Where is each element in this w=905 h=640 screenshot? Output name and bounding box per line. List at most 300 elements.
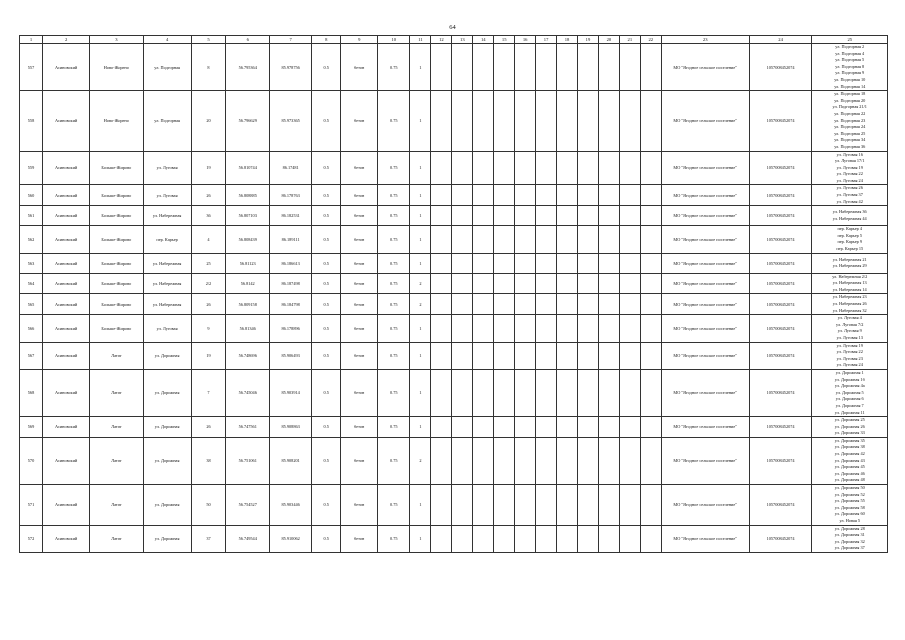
empty-cell [577, 485, 598, 526]
surface-cell: бетон [341, 185, 378, 206]
served-address: пер. Карьер 4 [837, 226, 863, 232]
longitude-cell: 86.187498 [270, 273, 312, 294]
owner-cell: МО "Ягодное сельское поселение" [661, 525, 749, 552]
surface-cell: бетон [341, 273, 378, 294]
served-address: ул. Подгорная 20 [834, 97, 866, 103]
column-number-cell: 1 [20, 36, 43, 44]
district-cell: Асиновский [43, 151, 90, 185]
empty-cell [577, 273, 598, 294]
column-number-cell: 18 [557, 36, 578, 44]
empty-cell [557, 417, 578, 438]
volume-cell: 0.75 [378, 342, 410, 369]
empty-cell [536, 485, 557, 526]
empty-cell [598, 417, 619, 438]
surface-cell: бетон [341, 437, 378, 484]
longitude-cell: 86.178763 [270, 185, 312, 206]
empty-cell [473, 525, 494, 552]
latitude-cell: 56.808885 [226, 185, 270, 206]
empty-cell [577, 342, 598, 369]
empty-cell [494, 91, 515, 151]
column-number-cell: 11 [410, 36, 431, 44]
empty-cell [598, 253, 619, 273]
longitude-cell: 85.903446 [270, 485, 312, 526]
owner-cell: МО "Ягодное сельское поселение" [661, 253, 749, 273]
empty-cell [577, 206, 598, 226]
empty-cell [431, 44, 452, 91]
table-row [20, 151, 888, 185]
empty-cell [598, 437, 619, 484]
empty-cell [619, 151, 640, 185]
owner-cell: МО "Ягодное сельское поселение" [661, 226, 749, 253]
column-number-cell: 14 [473, 36, 494, 44]
empty-cell [577, 525, 598, 552]
owner-cell: МО "Ягодное сельское поселение" [661, 294, 749, 315]
served-addresses-cell [812, 273, 888, 294]
empty-cell [431, 315, 452, 342]
house-cell: 26 [191, 294, 226, 315]
empty-cell [619, 253, 640, 273]
empty-cell [473, 315, 494, 342]
longitude-cell: 85.908863 [270, 417, 312, 438]
house-cell: 19 [191, 342, 226, 369]
count-cell: 1 [410, 253, 431, 273]
served-address: ул. Луговая 17/1 [834, 158, 865, 164]
column-number-cell: 16 [515, 36, 536, 44]
served-address: ул. Дорожная 26 [834, 423, 865, 429]
column-number-row [20, 36, 888, 44]
district-cell: Асиновский [43, 369, 90, 416]
settlement-cell: Латат [90, 525, 143, 552]
table-row [20, 91, 888, 151]
longitude-cell: 86.186613 [270, 253, 312, 273]
column-number-cell: 19 [577, 36, 598, 44]
surface-cell: бетон [341, 91, 378, 151]
latitude-cell: 56.748696 [226, 342, 270, 369]
empty-cell [640, 525, 661, 552]
settlement-cell: Латат [90, 437, 143, 484]
served-address: ул. Подгорная 36 [834, 143, 866, 149]
served-address: ул. Дорожная 1 [835, 369, 864, 375]
empty-cell [557, 342, 578, 369]
empty-cell [640, 294, 661, 315]
area-cell: 0.5 [312, 206, 341, 226]
served-address: ул. Дорожная 5 [835, 389, 864, 395]
volume-cell: 0.75 [378, 273, 410, 294]
volume-cell: 0.75 [378, 525, 410, 552]
house-cell: 2/2 [191, 273, 226, 294]
empty-cell [557, 185, 578, 206]
latitude-cell: 56.81123 [226, 253, 270, 273]
empty-cell [577, 91, 598, 151]
street-cell: ул. Подгорная [143, 91, 191, 151]
district-cell: Асиновский [43, 185, 90, 206]
ogrn-cell: 1057008452074 [749, 525, 812, 552]
served-address: ул. Подгорная 5 [835, 57, 865, 63]
surface-cell: бетон [341, 206, 378, 226]
table-row [20, 437, 888, 484]
count-cell: 1 [410, 485, 431, 526]
ogrn-cell: 1057008452074 [749, 315, 812, 342]
volume-cell: 0.75 [378, 44, 410, 91]
empty-cell [494, 525, 515, 552]
served-address: ул. Новая 5 [839, 518, 861, 523]
ogrn-cell: 1057008452074 [749, 44, 812, 91]
empty-cell [515, 206, 536, 226]
row-number-cell: 561 [20, 206, 43, 226]
column-number-cell: 23 [661, 36, 749, 44]
served-address: ул. Подгорная 21/1 [832, 104, 867, 110]
empty-cell [557, 485, 578, 526]
empty-cell [473, 437, 494, 484]
empty-cell [536, 294, 557, 315]
served-address: ул. Дорожная 52 [834, 491, 865, 497]
column-number-cell: 25 [812, 36, 888, 44]
empty-cell [619, 525, 640, 552]
row-number-cell: 563 [20, 253, 43, 273]
table-row [20, 185, 888, 206]
empty-cell [452, 294, 473, 315]
empty-cell [536, 525, 557, 552]
row-number-cell: 565 [20, 294, 43, 315]
registry-table [19, 35, 888, 553]
owner-cell: МО "Ягодное сельское поселение" [661, 273, 749, 294]
surface-cell: бетон [341, 417, 378, 438]
table-row [20, 206, 888, 226]
column-number-cell: 13 [452, 36, 473, 44]
empty-cell [557, 253, 578, 273]
empty-cell [515, 273, 536, 294]
empty-cell [536, 315, 557, 342]
empty-cell [640, 437, 661, 484]
count-cell: 1 [410, 185, 431, 206]
count-cell: 1 [410, 151, 431, 185]
ogrn-cell: 1057008452074 [749, 342, 812, 369]
served-address: ул. Подгорная 14 [834, 83, 866, 89]
empty-cell [473, 226, 494, 253]
empty-cell [619, 437, 640, 484]
area-cell: 0.5 [312, 342, 341, 369]
street-cell: ул. Дорожная [143, 525, 191, 552]
row-number-cell: 564 [20, 273, 43, 294]
table-row [20, 273, 888, 294]
served-address: ул. Подгорная 24 [834, 124, 866, 130]
served-address: пер. Карьер 9 [837, 239, 863, 245]
longitude-cell: 86.17481 [270, 151, 312, 185]
empty-cell [577, 315, 598, 342]
district-cell: Асиновский [43, 226, 90, 253]
longitude-cell: 86.182531 [270, 206, 312, 226]
count-cell: 1 [410, 417, 431, 438]
served-addresses-cell [812, 91, 888, 151]
served-address: ул. Дорожная 38 [834, 444, 865, 450]
owner-cell: МО "Ягодное сельское поселение" [661, 206, 749, 226]
volume-cell: 0.75 [378, 485, 410, 526]
empty-cell [431, 342, 452, 369]
empty-cell [598, 525, 619, 552]
empty-cell [494, 206, 515, 226]
longitude-cell: 85.978756 [270, 44, 312, 91]
surface-cell: бетон [341, 369, 378, 416]
empty-cell [619, 206, 640, 226]
served-address: ул. Набережная 14 [832, 286, 867, 292]
empty-cell [473, 91, 494, 151]
house-cell: 26 [191, 417, 226, 438]
ogrn-cell: 1057008452074 [749, 369, 812, 416]
served-address: ул. Луговая 13 [836, 334, 863, 340]
house-cell: 8 [191, 44, 226, 91]
row-number-cell: 567 [20, 342, 43, 369]
district-cell: Асиновский [43, 417, 90, 438]
empty-cell [494, 294, 515, 315]
owner-cell: МО "Ягодное сельское поселение" [661, 185, 749, 206]
house-cell: 7 [191, 369, 226, 416]
column-number-cell: 17 [536, 36, 557, 44]
empty-cell [619, 417, 640, 438]
ogrn-cell: 1057008452074 [749, 485, 812, 526]
district-cell: Асиновский [43, 44, 90, 91]
ogrn-cell: 1057008452074 [749, 206, 812, 226]
table-row [20, 342, 888, 369]
served-address: ул. Дорожная 11 [834, 409, 865, 415]
empty-cell [577, 151, 598, 185]
longitude-cell: 86.178896 [270, 315, 312, 342]
count-cell: 1 [410, 206, 431, 226]
street-cell: ул. Луговая [143, 151, 191, 185]
served-address: ул. Луговая 23 [836, 355, 863, 361]
house-cell: 25 [191, 253, 226, 273]
empty-cell [515, 226, 536, 253]
area-cell: 0.5 [312, 437, 341, 484]
empty-cell [577, 185, 598, 206]
empty-cell [473, 294, 494, 315]
empty-cell [515, 369, 536, 416]
count-cell: 1 [410, 226, 431, 253]
served-address: ул. Набережная 21 [832, 256, 867, 262]
served-address: ул. Дорожная 58 [834, 504, 865, 510]
empty-cell [536, 185, 557, 206]
volume-cell: 0.75 [378, 206, 410, 226]
empty-cell [431, 253, 452, 273]
served-address: ул. Набережная 26 [832, 301, 867, 306]
empty-cell [473, 253, 494, 273]
row-number-cell: 571 [20, 485, 43, 526]
empty-cell [494, 185, 515, 206]
served-address: ул. Луговая 42 [836, 198, 863, 204]
empty-cell [536, 273, 557, 294]
empty-cell [577, 253, 598, 273]
empty-cell [557, 525, 578, 552]
latitude-cell: 56.796629 [226, 91, 270, 151]
table-row [20, 44, 888, 91]
row-number-cell: 569 [20, 417, 43, 438]
empty-cell [619, 91, 640, 151]
volume-cell: 0.75 [378, 151, 410, 185]
district-cell: Асиновский [43, 342, 90, 369]
served-address: ул. Набережная 36 [832, 209, 867, 215]
empty-cell [515, 253, 536, 273]
count-cell: 1 [410, 342, 431, 369]
served-address: ул. Подгорная 34 [834, 137, 866, 143]
empty-cell [640, 151, 661, 185]
served-address: ул. Набережная 32 [832, 307, 867, 313]
area-cell: 0.5 [312, 294, 341, 315]
empty-cell [431, 185, 452, 206]
street-cell: ул. Набережная [143, 206, 191, 226]
empty-cell [577, 369, 598, 416]
empty-cell [640, 369, 661, 416]
served-address: ул. Дорожная 33 [834, 430, 865, 436]
table-row [20, 315, 888, 342]
latitude-cell: 56.810744 [226, 151, 270, 185]
ogrn-cell: 1057008452074 [749, 253, 812, 273]
empty-cell [598, 294, 619, 315]
row-number-cell: 558 [20, 91, 43, 151]
area-cell: 0.5 [312, 417, 341, 438]
column-number-cell: 10 [378, 36, 410, 44]
district-cell: Асиновский [43, 485, 90, 526]
count-cell: 2 [410, 273, 431, 294]
empty-cell [536, 206, 557, 226]
surface-cell: бетон [341, 253, 378, 273]
column-number-cell: 15 [494, 36, 515, 44]
empty-cell [536, 151, 557, 185]
latitude-cell: 56.8142 [226, 273, 270, 294]
empty-cell [515, 437, 536, 484]
empty-cell [640, 273, 661, 294]
district-cell: Асиновский [43, 253, 90, 273]
empty-cell [598, 185, 619, 206]
settlement-cell: Больше-Жирово [90, 253, 143, 273]
served-address: ул. Дорожная 60 [834, 511, 865, 517]
settlement-cell: Больше-Жирово [90, 185, 143, 206]
empty-cell [473, 185, 494, 206]
column-number-cell: 22 [640, 36, 661, 44]
empty-cell [577, 226, 598, 253]
served-address: ул. Луговая 19 [836, 342, 863, 348]
table-row [20, 485, 888, 526]
settlement-cell: Ново-Жорено [90, 91, 143, 151]
empty-cell [515, 342, 536, 369]
surface-cell: бетон [341, 342, 378, 369]
served-address: ул. Луговая 16 [836, 151, 863, 157]
owner-cell: МО "Ягодное сельское поселение" [661, 315, 749, 342]
area-cell: 0.5 [312, 525, 341, 552]
street-cell: ул. Дорожная [143, 369, 191, 416]
served-address: ул. Луговая 22 [836, 349, 863, 355]
served-address: ул. Луговая 24 [836, 362, 863, 368]
volume-cell: 0.75 [378, 417, 410, 438]
volume-cell: 0.75 [378, 315, 410, 342]
empty-cell [452, 437, 473, 484]
street-cell: ул. Набережная [143, 273, 191, 294]
empty-cell [557, 294, 578, 315]
served-address: ул. Набережная 44 [832, 215, 867, 221]
empty-cell [452, 525, 473, 552]
served-address: ул. Дорожная 48 [834, 477, 865, 483]
count-cell: 1 [410, 315, 431, 342]
empty-cell [515, 485, 536, 526]
longitude-cell: 85.910062 [270, 525, 312, 552]
ogrn-cell: 1057008452074 [749, 91, 812, 151]
owner-cell: МО "Ягодное сельское поселение" [661, 485, 749, 526]
served-address: ул. Дорожная 43 [834, 457, 865, 463]
served-address: ул. Дорожная 6 [835, 396, 864, 402]
empty-cell [452, 253, 473, 273]
empty-cell [494, 44, 515, 91]
served-addresses-cell [812, 315, 888, 342]
empty-cell [452, 369, 473, 416]
empty-cell [431, 91, 452, 151]
empty-cell [431, 206, 452, 226]
served-address: пер. Карьер 5 [837, 232, 863, 238]
ogrn-cell: 1057008452074 [749, 437, 812, 484]
served-address: ул. Подгорная 9 [835, 70, 865, 76]
served-addresses-cell [812, 294, 888, 315]
empty-cell [619, 44, 640, 91]
empty-cell [473, 417, 494, 438]
column-number-cell: 3 [90, 36, 143, 44]
house-cell: 9 [191, 315, 226, 342]
served-address: ул. Подгорная 8 [835, 63, 865, 69]
longitude-cell: 86.184798 [270, 294, 312, 315]
empty-cell [452, 417, 473, 438]
empty-cell [536, 91, 557, 151]
settlement-cell: Латат [90, 369, 143, 416]
owner-cell: МО "Ягодное сельское поселение" [661, 417, 749, 438]
empty-cell [577, 44, 598, 91]
empty-cell [494, 151, 515, 185]
column-number-cell: 24 [749, 36, 812, 44]
served-address: ул. Дорожная 55 [834, 498, 865, 504]
empty-cell [452, 342, 473, 369]
served-address: ул. Подгорная 25 [834, 130, 866, 136]
street-cell: ул. Набережная [143, 253, 191, 273]
served-address: ул. Подгорная 10 [834, 76, 866, 82]
empty-cell [598, 369, 619, 416]
empty-cell [557, 226, 578, 253]
owner-cell: МО "Ягодное сельское поселение" [661, 151, 749, 185]
served-address: ул. Дорожная 46 [834, 470, 865, 476]
row-number-cell: 562 [20, 226, 43, 253]
empty-cell [557, 369, 578, 416]
empty-cell [494, 369, 515, 416]
house-cell: 37 [191, 525, 226, 552]
served-addresses-cell [812, 185, 888, 206]
owner-cell: МО "Ягодное сельское поселение" [661, 91, 749, 151]
served-address: ул. Дорожная 32 [834, 538, 865, 544]
empty-cell [494, 485, 515, 526]
area-cell: 0.5 [312, 253, 341, 273]
table-row [20, 417, 888, 438]
served-address: ул. Луговая 9 [837, 328, 862, 334]
table-row [20, 226, 888, 253]
served-addresses-cell [812, 226, 888, 253]
column-number-cell: 8 [312, 36, 341, 44]
district-cell: Асиновский [43, 273, 90, 294]
empty-cell [431, 226, 452, 253]
empty-cell [640, 253, 661, 273]
empty-cell [473, 485, 494, 526]
empty-cell [536, 226, 557, 253]
surface-cell: бетон [341, 315, 378, 342]
page-number: 64 [449, 24, 456, 31]
row-number-cell: 572 [20, 525, 43, 552]
served-address: пер. Карьер 15 [836, 246, 864, 252]
count-cell: 1 [410, 369, 431, 416]
district-cell: Асиновский [43, 437, 90, 484]
settlement-cell: Больше-Жирово [90, 226, 143, 253]
empty-cell [515, 44, 536, 91]
